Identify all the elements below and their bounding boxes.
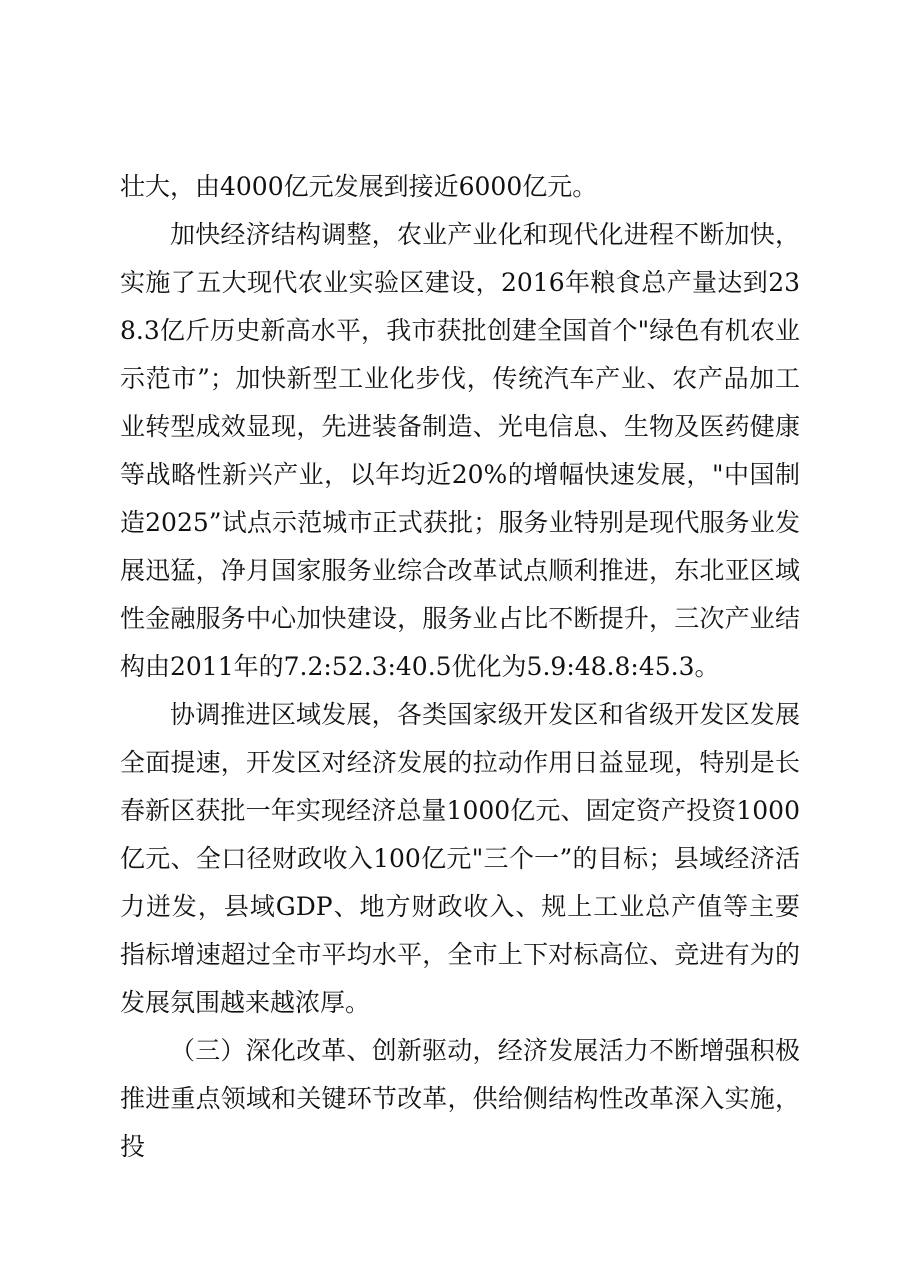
paragraph-continuation: 壮大，由4000亿元发展到接近6000亿元。 xyxy=(120,172,598,201)
document-body xyxy=(120,163,800,1171)
paragraph-economic-structure: 加快经济结构调整，农业产业化和现代化进程不断加快，实施了五大现代农业实验区建设，2016年粮食总产量达到238.3亿斤历史新高水平，我市获批创建全国首个"绿色有机农业示范市”；加快新型工业化步伐，传统汽车产业、农产品加工业转型成效显现，先进装备制造、光电信息、生物及医药健康等战略性新兴产业，以年均近20%的增幅快速发展，"中国制造2025”试点示范城市正式获批；服务业特别是现代服务业发展迅猛，净月国家服务业综合改革试点顺利推进，东北亚区域性金融服务中心加快建设，服务业占比不断提升，三次产业结构由2011年的7.2:52.3:40.5优化为5.9:48.8:45.3。 xyxy=(120,220,800,681)
paragraph-regional-development: 协调推进区域发展，各类国家级开发区和省级开发区发展全面提速，开发区对经济发展的拉动作用日益显现，特别是长春新区获批一年实现经济总量1000亿元、固定资产投资1000亿元、全口径财政收入100亿元"三个一”的目标；县域经济活力迸发，县域GDP、地方财政收入、规上工业总产值等主要指标增速超过全市平均水平，全市上下对标高位、竞进有为的发展氛围越来越浓厚。 xyxy=(120,700,800,1017)
paragraph-reform-innovation: （三）深化改革、创新驱动，经济发展活力不断增强积极推进重点领域和关键环节改革，供给侧结构性改革深入实施，投 xyxy=(120,1036,800,1161)
